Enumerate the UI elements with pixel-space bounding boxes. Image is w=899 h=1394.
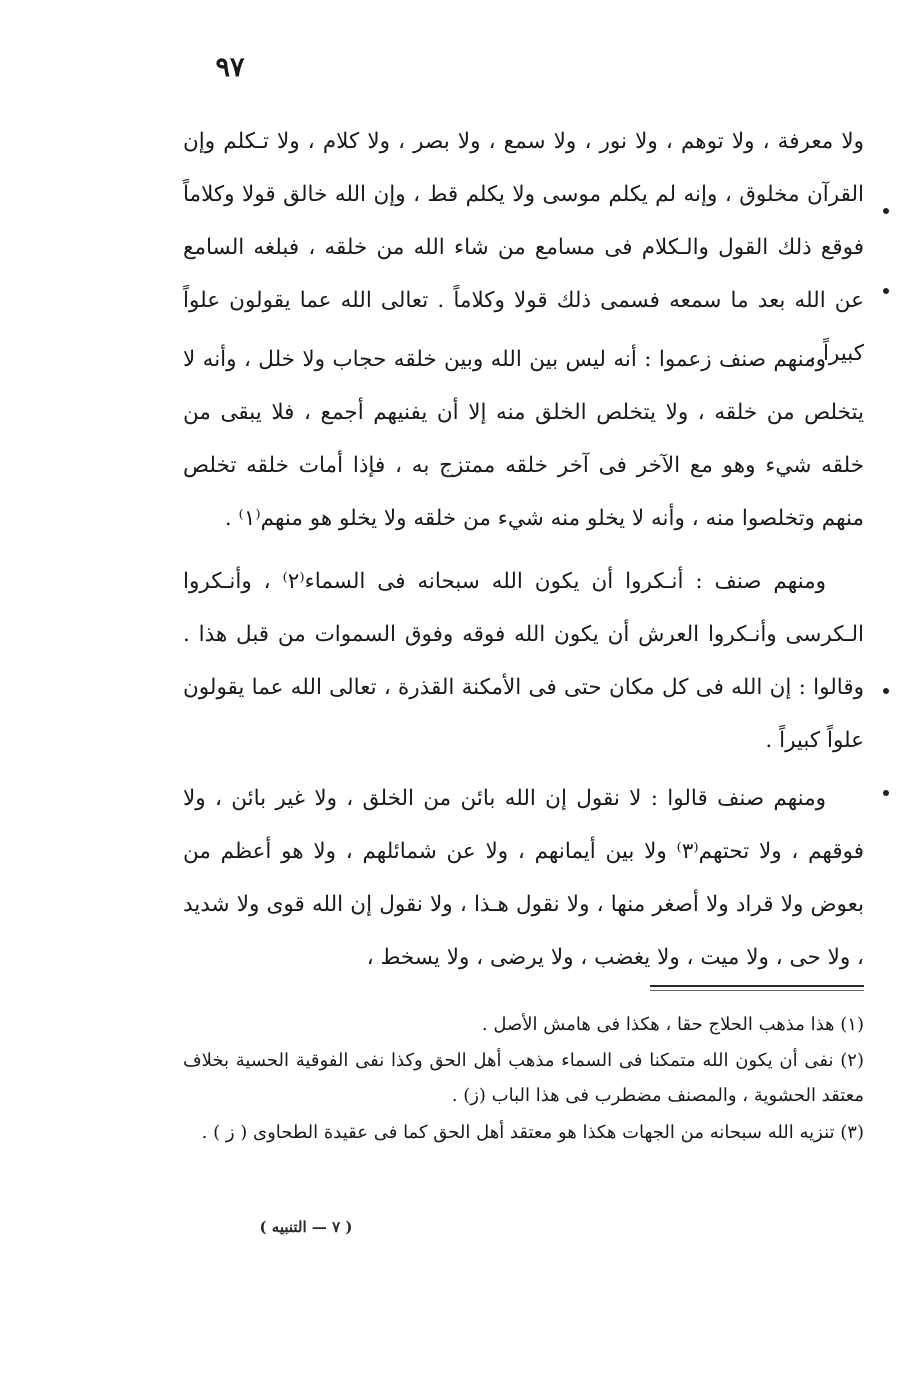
margin-mark [883, 208, 889, 214]
paragraph-3: ومنهم صنف : أنـكروا أن يكون الله سبحانه فى السماء⁽٢⁾ ، وأنـكروا الـكرسى وأنـكروا العرش أن يكون الله فوقه وفوق السموات من قبل هذا . وقالوا : إن الله فى كل مكان حتى فى الأمكنة القذرة ، تعالى الله عما يقولون علواً كبيراً . [183, 569, 864, 753]
footnotes [183, 1008, 864, 1150]
paragraph-4-block [183, 772, 864, 984]
footnote-1: (١) هذا مذهب الحلاج حقا ، هكذا فى هامش الأصل . [481, 1014, 864, 1035]
footnote-2: (٢) نفى أن يكون الله متمكنا فى السماء مذهب أهل الحق وكذا نفى الفوقية الحسية بخلاف معتقد الحشوية ، والمصنف مضطرب فى هذا الباب (ز) . [183, 1050, 864, 1106]
page-number: ٩٧ [215, 52, 245, 83]
footnote-3: (٣) تنزيه الله سبحانه من الجهات هكذا هو معتقد أهل الحق كما فى عقيدة الطحاوى ( ز ) . [201, 1122, 864, 1143]
margin-mark [883, 790, 889, 796]
footnote-divider [650, 985, 864, 987]
paragraph-4: ومنهم صنف قالوا : لا نقول إن الله بائن من الخلق ، ولا غير بائن ، ولا فوقهم ، ولا تحتهم⁽٣⁾ ولا بين أيمانهم ، ولا عن شمائلهم ، ولا هو أعظم من بعوض ولا قراد ولا أصغر منها ، ولا نقول هـذا ، ولا نقول إن الله قوى ولا شديد ، ولا حى ، ولا ميت ، ولا يغضب ، ولا يرضى ، ولا يسخط ، [183, 786, 864, 970]
margin-mark [883, 288, 889, 294]
paragraph-2: ومنهم صنف زعموا : أنه ليس بين الله وبين خلقه حجاب ولا خلل ، وأنه لا يتخلص من خلقه ، ولا يتخلص الخلق منه إلا أن يفنيهم أجمع ، فلا يبقى من خلقه شيء وهو مع الآخر فى آخر خلقه ممتزج به ، فإذا أمات خلقه تخلص منهم وتخلصوا منه ، وأنه لا يخلو منه شيء من خلقه ولا يخلو هو منهم⁽١⁾ . [183, 347, 864, 531]
paragraph-1: ولا معرفة ، ولا توهم ، ولا نور ، ولا سمع ، ولا بصر ، ولا كلام ، ولا تـكلم وإن القرآن مخلوق ، وإنه لم يكلم موسى ولا يكلم قط ، وإن الله خالق قولا وكلاماً فوقع ذلك القول والـكلام فى مسامع من شاء الله من خلقه ، فبلغه السامع عن الله بعد ما سمعه فسمى ذلك قولا وكلاماً . تعالى الله عما يقولون علواً كبيراً . [183, 129, 864, 366]
paragraph-2-block [183, 333, 864, 545]
margin-mark [883, 688, 889, 694]
printer-signature: ( ٧ — التنبيه ) [259, 1218, 353, 1236]
paragraph-3-block [183, 555, 864, 767]
